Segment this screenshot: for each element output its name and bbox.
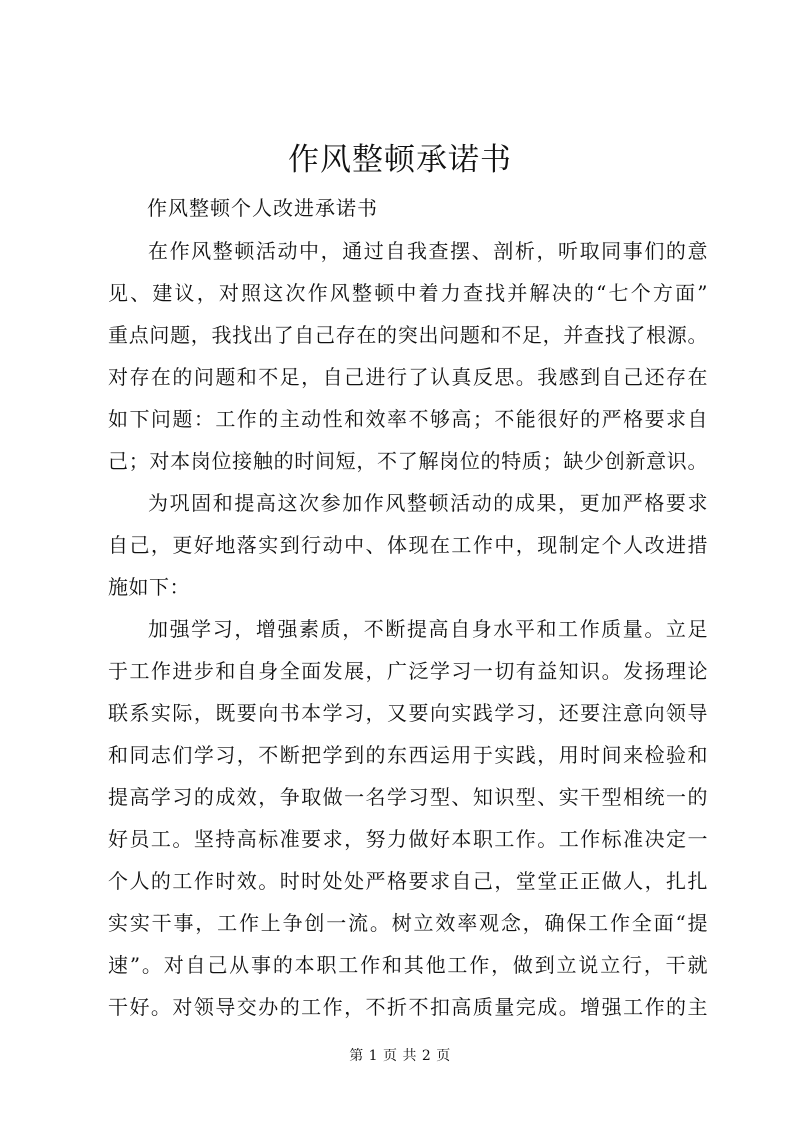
page-footer: 第 1 页 共 2 页 xyxy=(349,1048,451,1064)
paragraph-2-line-3: 施如下： xyxy=(108,575,190,599)
document-subtitle: 作风整顿个人改进承诺书 xyxy=(147,196,378,220)
paragraph-3-line-6: 好员工。坚持高标准要求，努力做好本职工作。工作标准决定一 xyxy=(108,827,708,851)
paragraph-3-line-7: 个人的工作时效。时时处处严格要求自己，堂堂正正做人，扎扎 xyxy=(108,869,708,893)
paragraph-3-line-1: 加强学习，增强素质，不断提高自身水平和工作质量。立足 xyxy=(148,617,708,641)
paragraph-3-line-3: 联系实际，既要向书本学习，又要向实践学习，还要注意向领导 xyxy=(108,701,708,725)
paragraph-3-line-5: 提高学习的成效，争取做一名学习型、知识型、实干型相统一的 xyxy=(108,785,708,809)
paragraph-1-line-6: 己；对本岗位接触的时间短，不了解岗位的特质；缺少创新意识。 xyxy=(108,449,708,473)
paragraph-3-line-8: 实实干事，工作上争创一流。树立效率观念，确保工作全面“提 xyxy=(108,911,708,935)
paragraph-1-line-3: 重点问题，我找出了自己存在的突出问题和不足，并查找了根源。 xyxy=(108,323,708,347)
paragraph-1-line-4: 对存在的问题和不足，自己进行了认真反思。我感到自己还存在 xyxy=(108,365,708,389)
paragraph-3-line-9: 速”。对自己从事的本职工作和其他工作，做到立说立行，干就 xyxy=(108,953,708,977)
document-title: 作风整顿承诺书 xyxy=(288,142,512,178)
paragraph-1-line-5: 如下问题：工作的主动性和效率不够高；不能很好的严格要求自 xyxy=(108,407,708,431)
paragraph-3-line-4: 和同志们学习，不断把学到的东西运用于实践，用时间来检验和 xyxy=(108,743,708,767)
paragraph-3-line-10: 干好。对领导交办的工作，不折不扣高质量完成。增强工作的主 xyxy=(108,995,708,1019)
paragraph-1-line-2: 见、建议，对照这次作风整顿中着力查找并解决的“七个方面” xyxy=(108,281,708,305)
document-body xyxy=(108,230,708,1028)
paragraph-2-line-1: 为巩固和提高这次参加作风整顿活动的成果，更加严格要求 xyxy=(148,491,708,515)
paragraph-3-line-2: 于工作进步和自身全面发展，广泛学习一切有益知识。发扬理论 xyxy=(108,659,708,683)
paragraph-2-line-2: 自己，更好地落实到行动中、体现在工作中，现制定个人改进措 xyxy=(108,533,708,557)
paragraph-1-line-1: 在作风整顿活动中，通过自我查摆、剖析，听取同事们的意 xyxy=(148,239,708,263)
